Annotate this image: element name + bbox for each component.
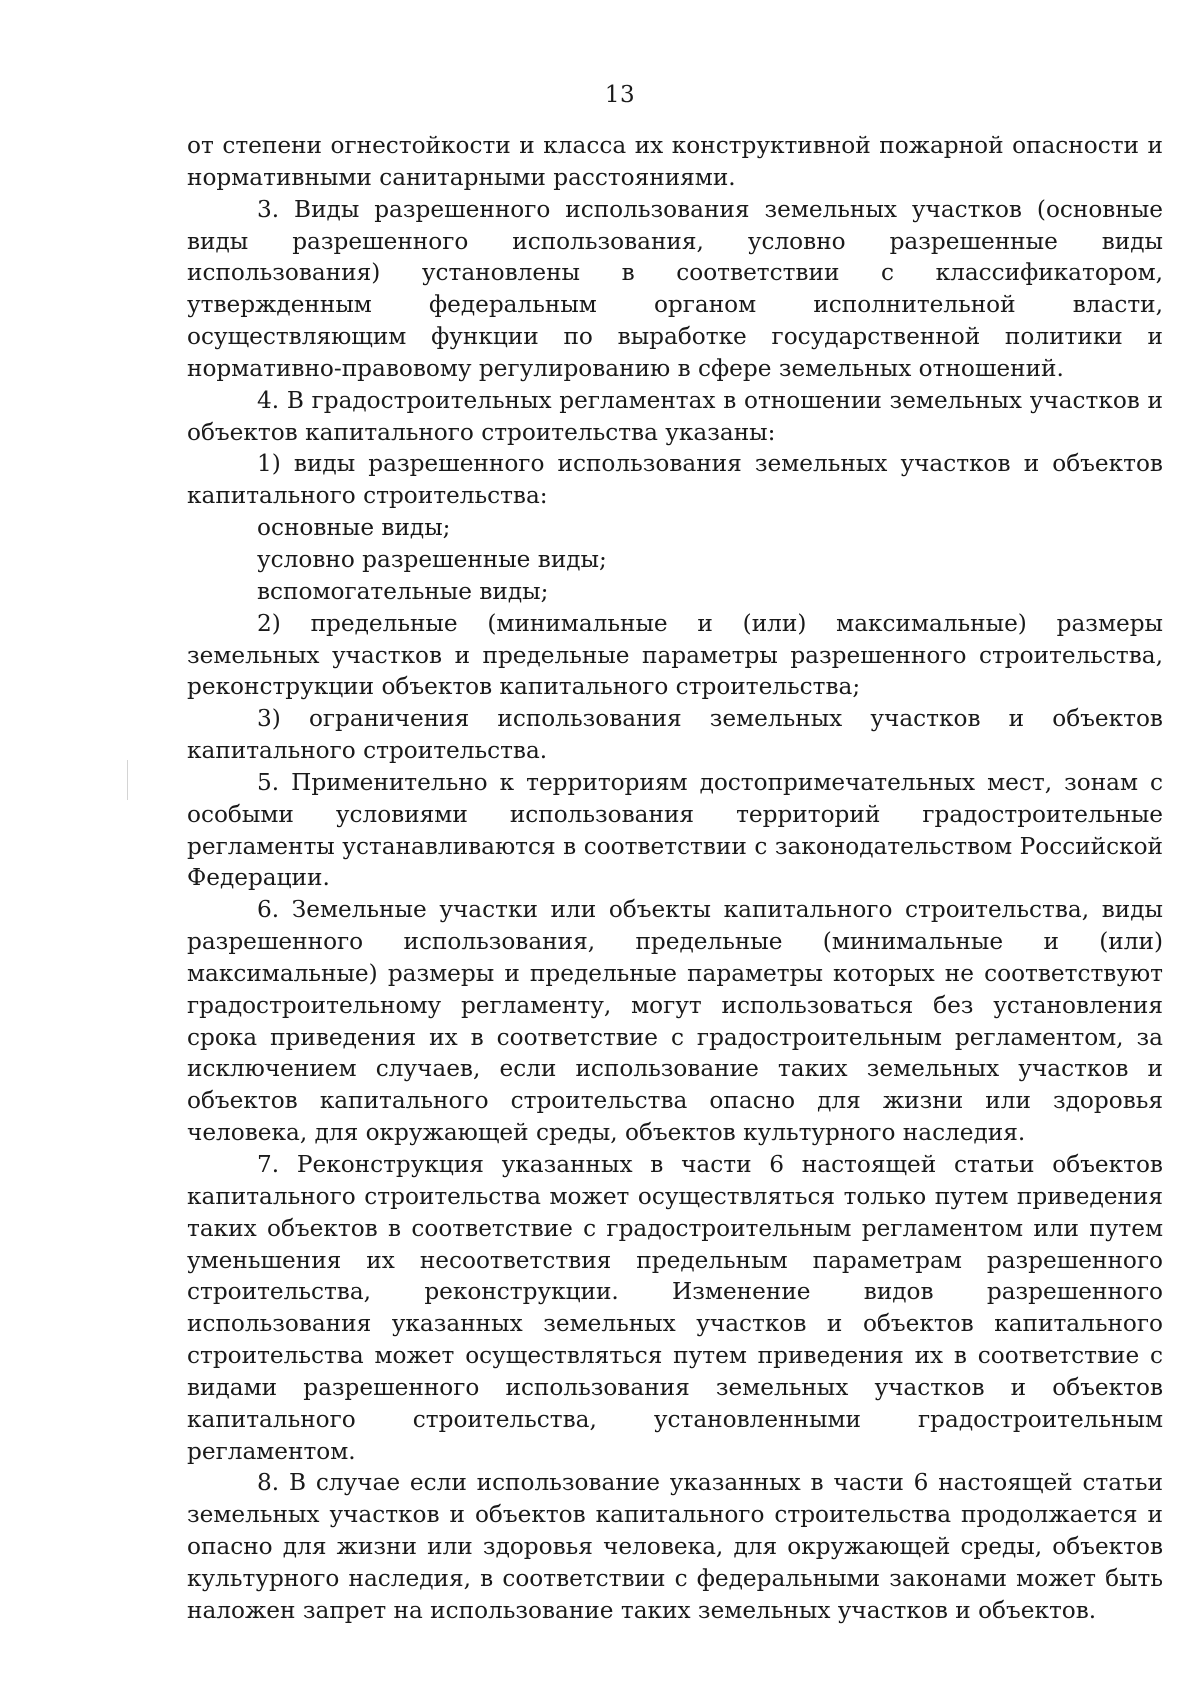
paragraph-4-item-3: 3) ограничения использования земельных участков и объектов капитального строительства. xyxy=(187,705,1163,765)
paragraph-4-item-1-auxiliary-types: вспомогательные виды; xyxy=(257,577,549,605)
paragraph-4-item-1-conditional-types: условно разрешенные виды; xyxy=(257,545,607,573)
paragraph-7: 7. Реконструкция указанных в части 6 настоящей статьи объектов капитального строительства может осуществляться только путем приведения таких объектов в соответствие с градостроительным регламентом или путем уменьшения их несоответствия предельным параметрам разрешенного строительства, реконструкции. Изменение видов разрешенного использования указанных земельных участков и объектов капитального строительства может осуществляться путем приведения их в соответствие с видами разрешенного использования земельных участков и объектов капитального строительства, установленными градостроительным регламентом. xyxy=(187,1151,1163,1465)
page-number: 13 xyxy=(604,82,636,108)
paragraph-5: 5. Применительно к территориям достопримечательных мест, зонам с особыми условиями использования территорий градостроительные регламенты устанавливаются в соответствии с законодательством Российской Федерации. xyxy=(187,768,1163,892)
paragraph-4-item-1-main-types: основные виды; xyxy=(257,514,451,542)
paragraph-4-item-1: 1) виды разрешенного использования земельных участков и объектов капитального строительства: xyxy=(187,450,1163,510)
paragraph-continuation: от степени огнестойкости и класса их конструктивной пожарной опасности и нормативными санитарными расстояниями. xyxy=(187,132,1163,191)
paragraph-6: 6. Земельные участки или объекты капитального строительства, виды разрешенного использования, предельные (минимальные и (или) максимальные) размеры и предельные параметры которых не соответствуют градостроительному регламенту, могут использоваться без установления срока приведения их в соответствие с градостроительным регламентом, за исключением случаев, если использование таких земельных участков и объектов капитального строительства опасно для жизни или здоровья человека, для окружающей среды, объектов культурного наследия. xyxy=(187,896,1163,1147)
paragraph-4-item-2: 2) предельные (минимальные и (или) максимальные) размеры земельных участков и предельные параметры разрешенного строительства, реконструкции объектов капитального строительства; xyxy=(187,609,1163,701)
paragraph-3: 3. Виды разрешенного использования земельных участков (основные виды разрешенного использования, условно разрешенные виды использования) установлены в соответствии с классификатором, утвержденным федеральным органом исполнительной власти, осуществляющим функции по выработке государственной политики и нормативно-правовому регулированию в сфере земельных отношений. xyxy=(187,195,1163,382)
paragraph-8: 8. В случае если использование указанных в части 6 настоящей статьи земельных участков и объектов капитального строительства продолжается и опасно для жизни или здоровья человека, для окружающей среды, объектов культурного наследия, в соответствии с федеральными законами может быть наложен запрет на использование таких земельных участков и объектов. xyxy=(187,1469,1163,1624)
document-body xyxy=(187,130,1163,1627)
paragraph-4: 4. В градостроительных регламентах в отношении земельных участков и объектов капитального строительства указаны: xyxy=(187,386,1163,446)
scan-margin-mark xyxy=(127,760,128,800)
